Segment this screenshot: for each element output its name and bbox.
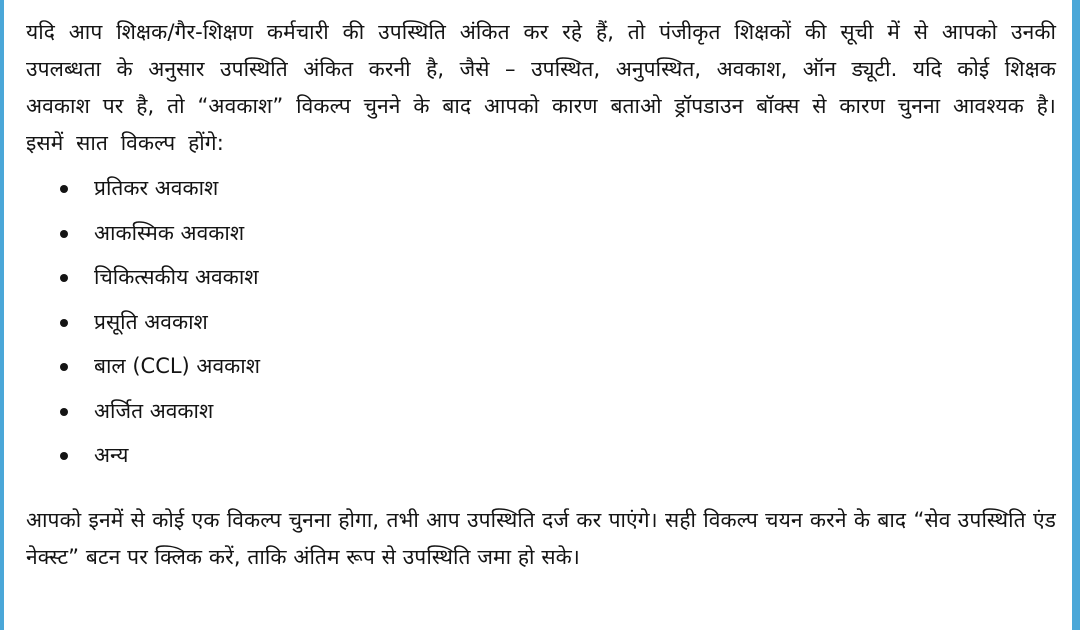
document-content <box>26 14 1056 576</box>
list-item-label: आकस्मिक अवकाश <box>94 220 245 245</box>
bullet-icon <box>60 230 68 238</box>
bullet-icon <box>60 408 68 416</box>
intro-paragraph: यदि आप शिक्षक/गैर-शिक्षण कर्मचारी की उपस्थिति अंकित कर रहे हैं, तो पंजीकृत शिक्षकों की सूची में से आपको उनकी उपलब्धता के अनुसार उपस्थिति अंकित करनी है, जैसे – उपस्थित, अनुपस्थित, अवकाश, ऑन ड्यूटी. यदि कोई शिक्षक अवकाश पर है, तो “अवकाश” विकल्प चुनने के बाद आपको कारण बताओ ड्रॉपडाउन बॉक्स से कारण चुनना आवश्यक है। इसमें सात विकल्प होंगे: <box>26 20 1056 155</box>
list-item-label: चिकित्सकीय अवकाश <box>94 265 259 289</box>
list-item <box>26 433 1056 478</box>
list-item <box>26 166 1056 211</box>
list-item <box>26 211 1056 256</box>
bullet-icon <box>60 452 68 460</box>
list-item <box>26 255 1056 300</box>
bullet-icon <box>60 274 68 282</box>
bullet-icon <box>60 363 68 371</box>
list-item-label: प्रतिकर अवकाश <box>94 176 219 200</box>
bullet-icon <box>60 185 68 193</box>
list-item <box>26 300 1056 345</box>
list-item-label: अर्जित अवकाश <box>94 398 214 423</box>
bullet-icon <box>60 319 68 327</box>
list-item-label: प्रसूति अवकाश <box>94 309 208 334</box>
list-item-label: अन्य <box>94 443 129 467</box>
closing-paragraph: आपको इनमें से कोई एक विकल्प चुनना होगा, तभी आप उपस्थिति दर्ज कर पाएंगे। सही विकल्प चयन करने के बाद “सेव उपस्थिति एंड नेक्स्ट” बटन पर क्लिक करें, ताकि अंतिम रूप से उपस्थिति जमा हो सके। <box>26 507 1056 569</box>
list-item <box>26 389 1056 434</box>
list-item <box>26 344 1056 389</box>
leave-options-list <box>26 166 1056 478</box>
list-item-label: बाल (CCL) अवकाश <box>94 354 260 378</box>
